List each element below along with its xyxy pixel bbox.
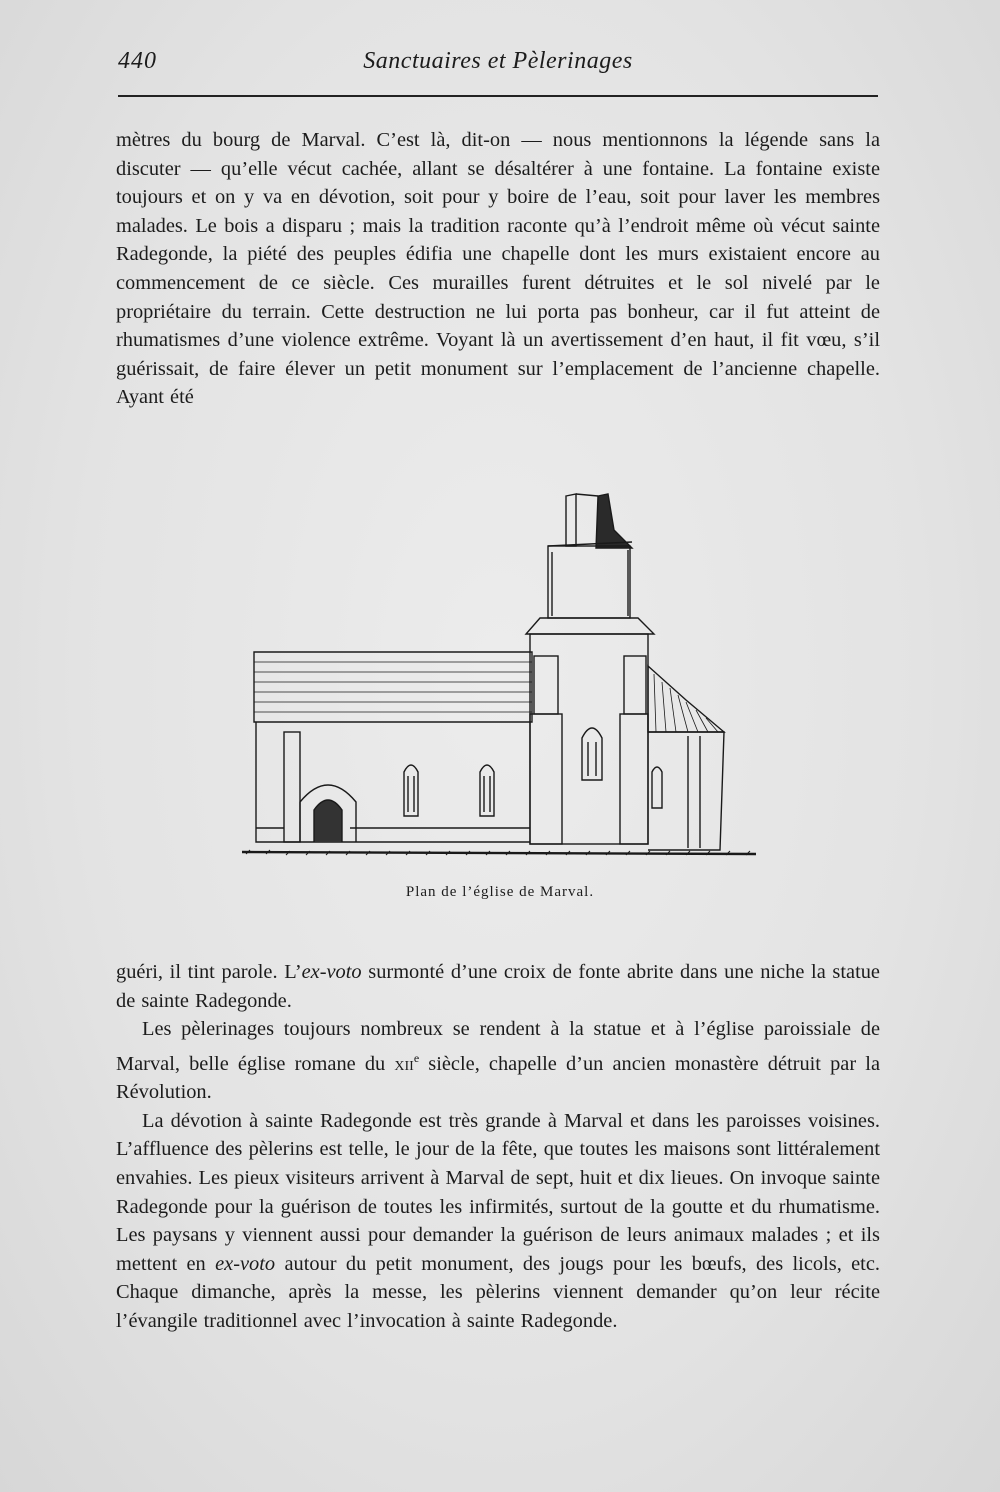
p3-italic: ex-voto bbox=[215, 1252, 276, 1275]
paragraph-2 bbox=[116, 1015, 880, 1107]
p2-text-a: Les pèlerinages toujours nombreux se rendent à la statue et à l’église paroissiale de Marval, belle église romane du bbox=[116, 1018, 880, 1075]
apse-window bbox=[652, 767, 662, 808]
nave-roof bbox=[254, 652, 532, 722]
belfry bbox=[548, 546, 630, 618]
p3-text-b: autour du petit monument, des jougs pour les bœufs, des licols, etc. Chaque dimanche, après la messe, les pèlerins viennent demander qu’on leur récite l’évangile traditionnel avec l’invocation à sainte Radegonde. bbox=[116, 1252, 880, 1332]
church-elevation-illustration bbox=[236, 490, 766, 870]
door bbox=[314, 800, 342, 842]
page-header bbox=[118, 48, 878, 82]
p1-text-b: surmonté d’une croix de fonte abrite dans une niche la statue de sainte Radegonde. bbox=[116, 961, 880, 1012]
tower bbox=[530, 634, 648, 844]
header-rule bbox=[118, 95, 878, 97]
apse-wall bbox=[648, 732, 724, 850]
ground-line bbox=[242, 852, 756, 854]
nave-window-2 bbox=[480, 765, 494, 816]
p2-sup: e bbox=[413, 1050, 420, 1065]
nave-wall bbox=[256, 722, 530, 842]
p1-italic: ex-voto bbox=[301, 961, 362, 983]
running-title: Sanctuaires et Pèlerinages bbox=[363, 48, 633, 74]
p1-text-a: guéri, il tint parole. L’ bbox=[116, 961, 302, 983]
spire-left bbox=[566, 494, 576, 546]
spire-right bbox=[596, 494, 632, 548]
apse-roof bbox=[648, 666, 724, 732]
p3-text-a: La dévotion à sainte Radegonde est très grande à Marval et dans les paroisses voisines. L’affluence des pèlerins est telle, le jour de la fête, que toutes les maisons sont littéralement envahies. Les pieux visiteurs arrivent à Marval de sept, huit et dix lieues. On invoque sainte Radegonde pour la guérison de toutes les infirmités, surtout de la goutte et du rhumatisme. Les paysans y viennent aussi pour demander la guérison de leurs animaux malades ; et ils mettent en bbox=[116, 1109, 880, 1275]
paragraph-1 bbox=[116, 958, 880, 1015]
p2-text-b: siècle, chapelle d’un ancien monastère détruit par la Révolution. bbox=[116, 1052, 880, 1104]
top-text-block bbox=[116, 126, 880, 412]
paragraph-3 bbox=[116, 1107, 880, 1336]
tower-window bbox=[582, 728, 602, 780]
figure-caption: Plan de l’église de Marval. bbox=[405, 884, 595, 900]
paragraph-continued: mètres du bourg de Marval. C’est là, dit-on — nous mentionnons la légende sans la discuter — qu’elle vécut cachée, allant se désaltérer à une fontaine. La fontaine existe toujours et on y va en dévotion, soit pour y boire de l’eau, soit pour laver les membres malades. Le bois a disparu ; mais la tradition raconte qu’à l’endroit même où vécut sainte Radegonde, la piété des peuples édifia une chapelle dont les murs existaient encore au commencement de ce siècle. Ces murailles furent détruites et le sol nivelé par le propriétaire du terrain. Cette destruction ne lui porta pas bonheur, car il fut atteint de rhumatismes d’une violence extrême. Voyant là un avertissement d’en haut, il fit vœu, s’il guérissait, de faire élever un petit monument sur l’emplacement de l’ancienne chapelle. Ayant été bbox=[116, 129, 880, 409]
nave-window-1 bbox=[404, 765, 418, 816]
p2-century: xii bbox=[394, 1052, 414, 1075]
tower-cornice bbox=[526, 618, 654, 634]
page-number: 440 bbox=[118, 48, 157, 74]
bottom-text-block bbox=[116, 958, 880, 1336]
